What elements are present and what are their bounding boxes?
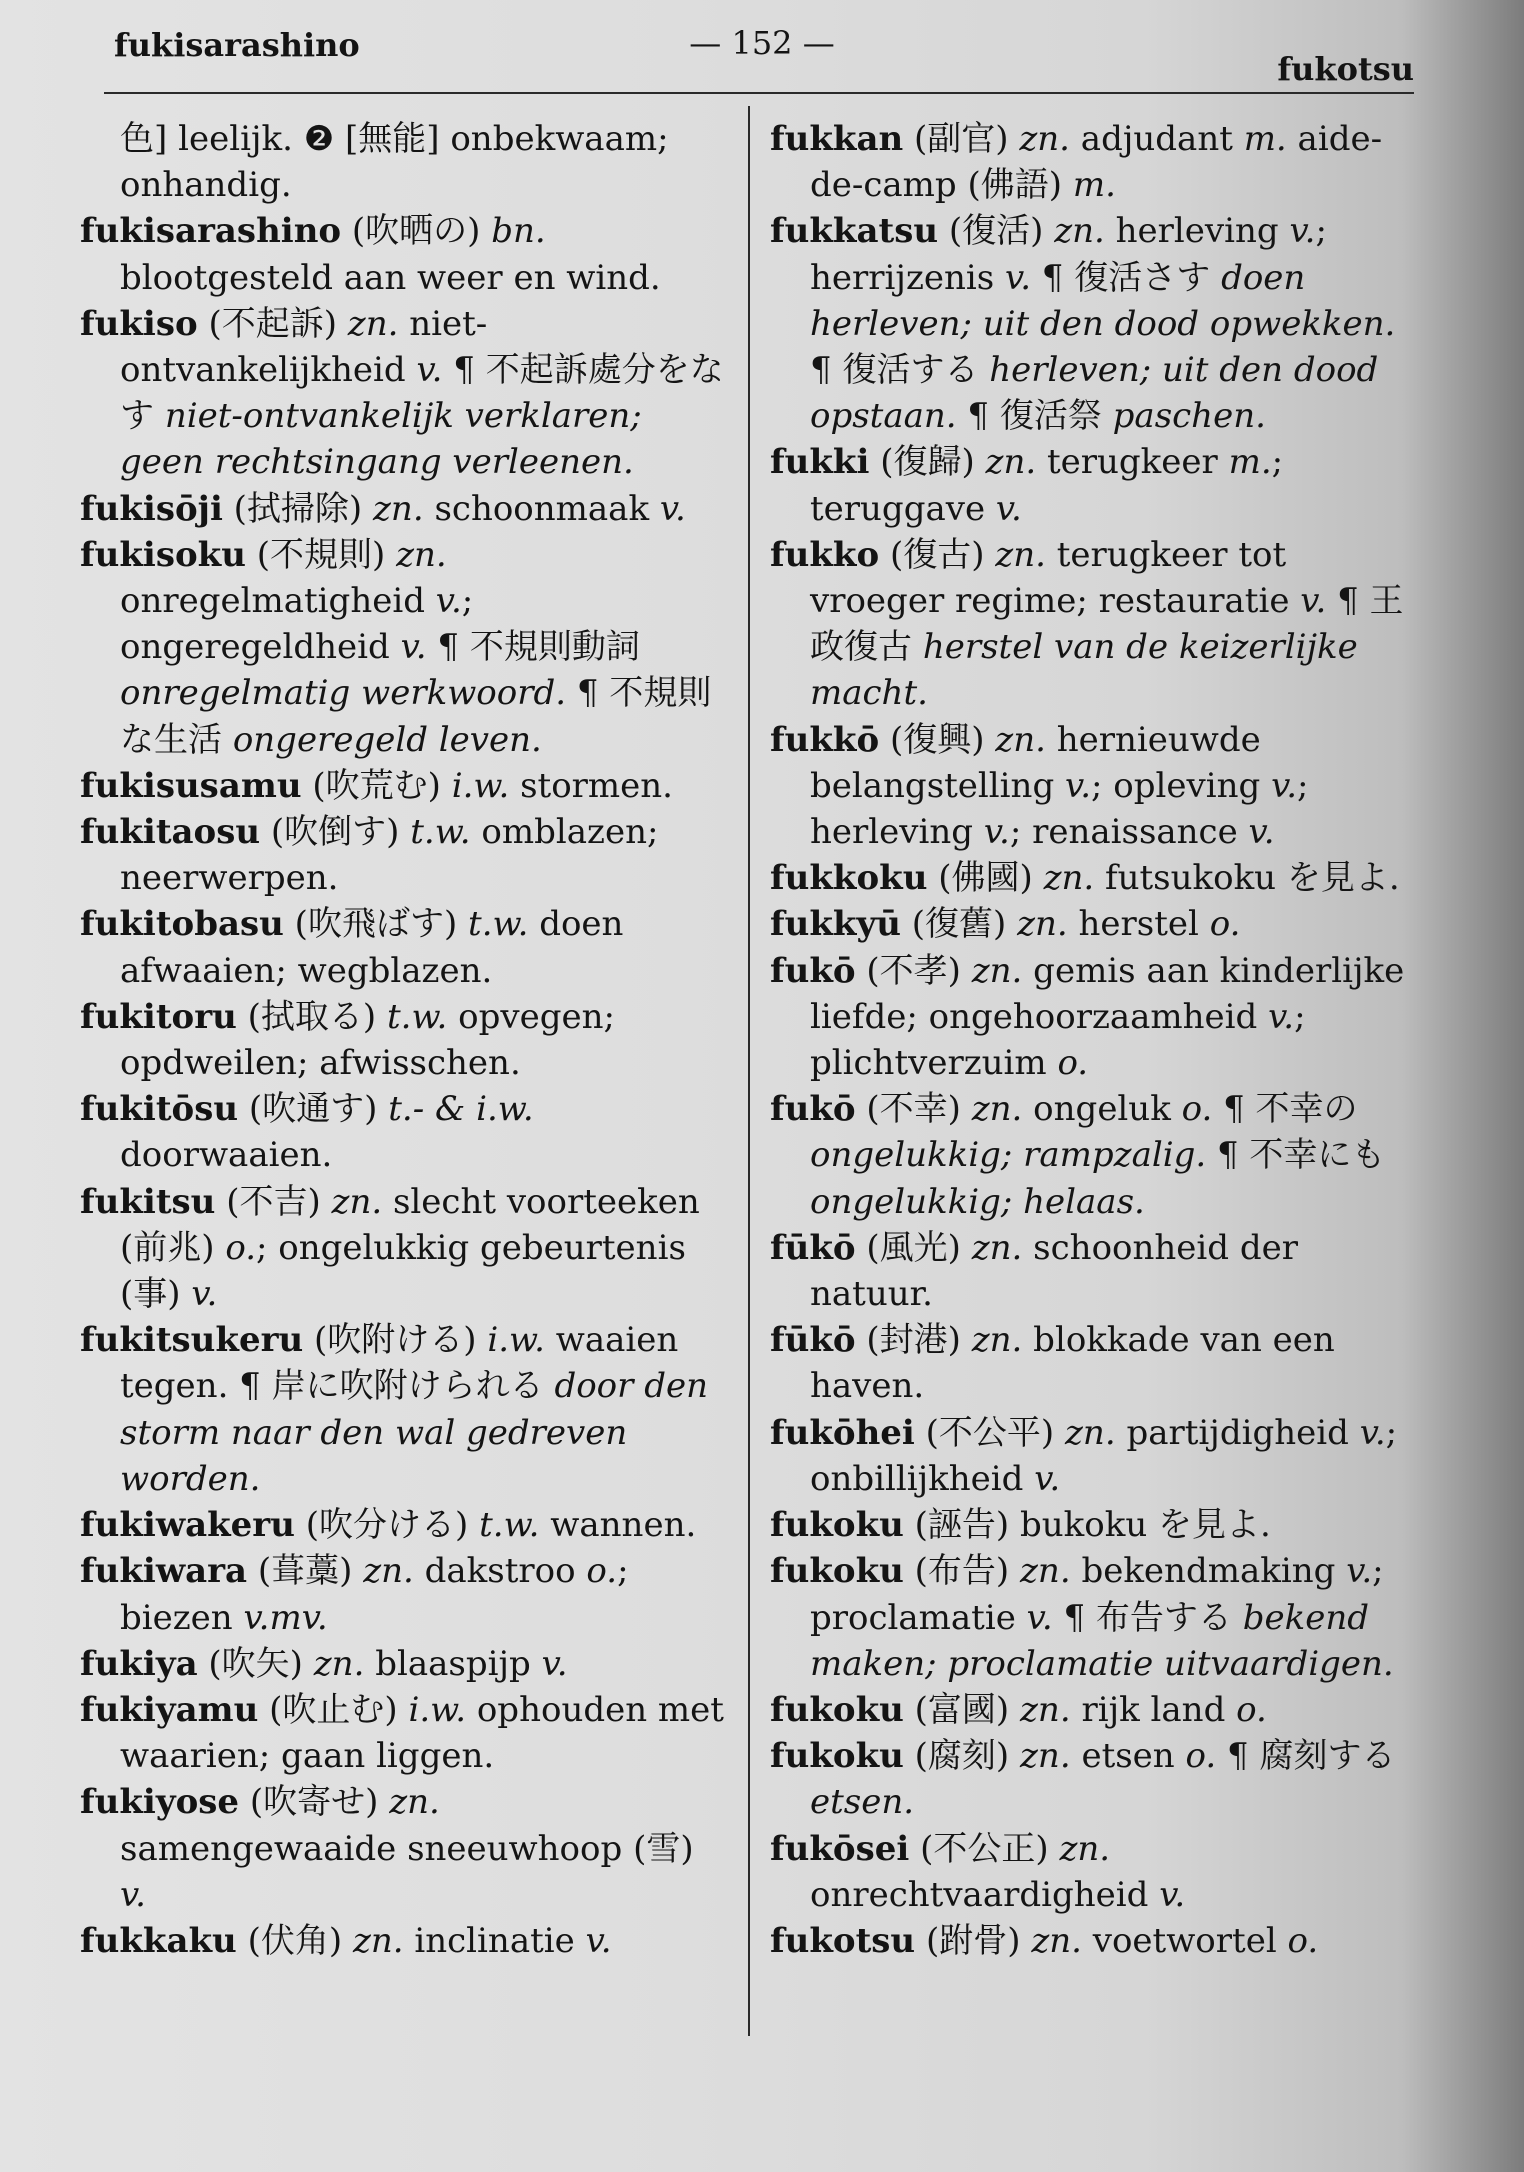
dictionary-entry (80, 763, 726, 809)
entry-text: ophouden met waarien; gaan liggen. (120, 1689, 724, 1777)
entry-text: (吹分ける) (294, 1505, 480, 1546)
gloss-italic: zn. (347, 303, 399, 344)
entry-text: (伏角) (236, 1920, 353, 1961)
gloss-italic: v. (400, 627, 427, 668)
entry-text: (吹止む) (258, 1689, 409, 1730)
gloss-italic: t.w. (387, 996, 448, 1037)
entry-text: stormen. (509, 765, 673, 806)
gloss-italic: o. (1236, 1689, 1267, 1730)
dictionary-entry (770, 1317, 1420, 1409)
gloss-italic: v. (1289, 211, 1316, 252)
entry-text: terugkeer (1036, 442, 1229, 483)
entry-text: waaien tegen. ¶ 岸に吹附けられる (120, 1320, 679, 1407)
gloss-italic: zn. (971, 1227, 1023, 1268)
entry-text: blokkade van een haven. (810, 1320, 1335, 1407)
entry-text: (復歸) (869, 442, 986, 483)
gloss-italic: zn. (1031, 1920, 1082, 1961)
entry-text: (復舊) (900, 904, 1018, 945)
gloss-italic: zn. (1020, 1551, 1071, 1592)
headword: fukkoku (770, 858, 928, 899)
gloss-italic: zn. (1054, 211, 1105, 252)
dictionary-entry (80, 901, 726, 993)
dictionary-entry (80, 994, 726, 1086)
gloss-italic: zn. (971, 950, 1023, 991)
entry-text: (復興) (879, 719, 996, 760)
entry-text: (復古) (879, 534, 996, 575)
entry-text: onbekwaam; onhandig. (120, 119, 669, 206)
entry-text: blootgesteld aan weer en wind. (120, 257, 661, 298)
entry-text: doorwaaien. (120, 1135, 333, 1176)
entry-text: bekendmaking (1070, 1551, 1347, 1592)
dictionary-entry (770, 901, 1420, 947)
gloss-italic: v. (995, 488, 1022, 529)
gloss-italic: i.w. (451, 765, 510, 806)
gloss-italic: zn. (1020, 1736, 1071, 1777)
gloss-italic: v. (1159, 1874, 1186, 1915)
entry-text: voetwortel (1081, 1920, 1288, 1961)
headword: fukō (770, 1089, 856, 1130)
entry-text: (復活) (938, 211, 1055, 252)
gloss-italic: v. (1271, 765, 1298, 806)
dictionary-entry (770, 1410, 1420, 1502)
entry-text: futsukoku を見よ. (1094, 858, 1400, 899)
entry-text: (拭取る) (236, 996, 387, 1037)
dictionary-entry (80, 1641, 726, 1687)
gloss-italic: zn. (352, 1920, 404, 1961)
gloss-italic: o. (586, 1551, 618, 1592)
dictionary-entry (770, 116, 1420, 208)
gloss-italic: v. (1248, 812, 1275, 853)
gloss-italic: i.w. (408, 1689, 467, 1730)
entry-text: (布告) (903, 1551, 1021, 1592)
dictionary-entry (770, 1733, 1420, 1825)
gloss-italic: doen herleven; uit den dood opwekken. (810, 257, 1396, 344)
headword: fukisoku (80, 534, 246, 575)
gloss-italic: m. (1228, 442, 1272, 483)
gloss-italic: v. (1005, 257, 1031, 298)
dictionary-entry (80, 1502, 726, 1548)
gloss-italic: zn. (971, 1320, 1023, 1361)
entry-text: (吹荒む) (301, 765, 452, 806)
headword: fukoku (770, 1551, 904, 1592)
dictionary-entry (80, 301, 726, 486)
dictionary-entry (80, 1317, 726, 1502)
entry-text: ¶ 不幸にも (1206, 1135, 1386, 1176)
gloss-italic: zn. (1020, 1689, 1071, 1730)
headword: fukkō (770, 719, 880, 760)
dictionary-entry (770, 1687, 1420, 1733)
entry-text: (佛國) (927, 858, 1044, 899)
gloss-italic: bekend maken; proclamatie uitvaardigen. (810, 1597, 1394, 1684)
gloss-italic: ongeregeld leven. (232, 719, 542, 760)
entry-text: (不孝) (855, 950, 972, 991)
gloss-italic: i.w. (487, 1320, 545, 1361)
entry-text: ¶ 復活祭 (956, 396, 1113, 437)
headword: fukiwara (80, 1551, 248, 1592)
gloss-italic: v. (983, 812, 1010, 853)
gloss-italic: zn. (985, 442, 1037, 483)
entry-text: (葺藁) (247, 1551, 364, 1592)
dictionary-entry (80, 532, 726, 763)
entry-text: ; plichtverzuim (810, 996, 1306, 1084)
gloss-italic: ongelukkig; helaas. (810, 1181, 1145, 1222)
gloss-italic: zn. (995, 719, 1046, 760)
gloss-italic: o. (1181, 1089, 1213, 1130)
gloss-italic: zn. (313, 1643, 365, 1684)
headword: fukiyose (80, 1782, 240, 1823)
headword: fukki (770, 442, 870, 483)
headword: fūkō (770, 1320, 856, 1361)
running-head-left: fukisarashino (114, 26, 360, 64)
headword: fukkan (770, 119, 904, 159)
headword: fukisusamu (80, 765, 302, 806)
headword: fukiwakeru (80, 1505, 295, 1546)
entry-text: ; biezen (120, 1551, 629, 1638)
dictionary-entry (80, 1548, 726, 1640)
headword: fukitobasu (80, 904, 284, 945)
entry-text: samengewaaide sneeuwhoop (雪) (120, 1828, 694, 1869)
gloss-italic: v. (1065, 765, 1092, 806)
gloss-italic: o. (225, 1227, 257, 1268)
dictionary-entry (770, 208, 1420, 439)
entry-text: (不起訴) (197, 303, 348, 344)
gloss-italic: zn. (363, 1551, 414, 1592)
entry-text: niet-ontvankelijkheid (120, 303, 488, 391)
gloss-italic: v. (1346, 1551, 1373, 1592)
dictionary-entry (770, 1548, 1420, 1687)
headword: fukiso (80, 303, 198, 344)
gloss-italic: herleven; uit den dood opstaan. (810, 350, 1379, 437)
headword: fukko (770, 534, 880, 575)
entry-text: ongeluk (1022, 1089, 1182, 1130)
entry-text: ; onbillijkheid (810, 1412, 1398, 1499)
entry-text: ; renaissance (1009, 812, 1249, 853)
dictionary-entry (770, 717, 1420, 856)
entry-text: ; ongeregeldheid (120, 581, 474, 668)
gloss-italic: o. (1057, 1043, 1089, 1084)
entry-text: blaaspijp (364, 1643, 542, 1684)
running-head-right: fukotsu (1277, 50, 1414, 88)
gloss-italic: v. (1300, 581, 1327, 622)
entry-text: slecht voorteeken (前兆) (120, 1181, 700, 1268)
left-column (80, 116, 726, 1964)
dictionary-entry (80, 1687, 726, 1779)
gloss-italic: v. (435, 581, 462, 622)
headword: fukkaku (80, 1920, 237, 1961)
entry-text: ❷ [無能] (303, 119, 440, 159)
entry-text: (誣告) bukoku を見よ. (903, 1505, 1271, 1546)
headword: fukkyū (770, 904, 901, 945)
entry-text: gemis aan kinderlijke liefde; ongehoorzaamheid (810, 950, 1405, 1037)
dictionary-entry (770, 1086, 1420, 1225)
gloss-italic: v. (191, 1274, 218, 1315)
entry-text: ; herrijzenis (810, 211, 1327, 298)
dictionary-entry (80, 208, 726, 300)
headword: fukō (770, 950, 856, 991)
dictionary-entry (770, 1225, 1420, 1317)
entry-text: (不吉) (215, 1181, 332, 1222)
entry-text: ; opleving (1091, 765, 1272, 806)
gloss-italic: niet-ontvankelijk verklaren; geen rechtsingang verleenen. (120, 396, 642, 483)
gloss-italic: paschen. (1112, 396, 1266, 437)
gloss-italic: m. (1243, 119, 1287, 159)
entry-text: terugkeer tot vroeger regime; restauratie (810, 534, 1301, 622)
entry-text: (腐刻) (903, 1736, 1021, 1777)
dictionary-entry (770, 1826, 1420, 1918)
page-number: — 152 — (689, 24, 835, 62)
headword: fukoku (770, 1689, 904, 1730)
gloss-italic: bn. (491, 211, 546, 252)
gloss-italic: zn. (1043, 858, 1095, 899)
gloss-italic: v. (120, 1874, 146, 1915)
headword: fukōsei (770, 1828, 910, 1869)
entry-text: ¶ 復活さす (1031, 257, 1222, 298)
entry-text: inclinatie (403, 1920, 586, 1961)
entry-text: ; herleving (810, 765, 1309, 853)
entry-text: (吹飛ばす) (283, 904, 469, 945)
dictionary-entry (80, 1779, 726, 1918)
entry-text: (不規則) (245, 534, 397, 575)
headword: fukisarashino (80, 211, 342, 252)
gloss-italic: door den storm naar den wal gedreven worden. (120, 1366, 708, 1499)
dictionary-entry (80, 486, 726, 532)
entry-text: partijdigheid (1115, 1412, 1360, 1453)
gloss-italic: v. (1268, 996, 1295, 1037)
headword: fukitaosu (80, 812, 261, 853)
gloss-italic: v. (416, 350, 443, 391)
gloss-italic: v.mv. (243, 1597, 328, 1638)
headword: fūkō (770, 1227, 856, 1268)
entry-text: aide-de-camp (佛語) (810, 119, 1383, 206)
entry-text: ¶ 復活する (810, 350, 990, 391)
headword: fukiya (80, 1643, 198, 1684)
entry-text: omblazen; neerwerpen. (120, 812, 659, 899)
gloss-italic: t.- & i.w. (388, 1089, 534, 1130)
entry-text: (封港) (855, 1320, 972, 1361)
headword: fukōhei (770, 1412, 915, 1453)
entry-text: 色] (120, 119, 168, 159)
entry-text: schoonmaak (423, 488, 660, 529)
gloss-italic: o. (1209, 904, 1241, 945)
dictionary-entry (80, 1918, 726, 1964)
gloss-italic: v. (1359, 1412, 1386, 1453)
entry-text: ¶ 不幸の (1212, 1089, 1358, 1130)
entry-text: adjudant (1070, 119, 1244, 159)
dictionary-entry (770, 948, 1420, 1087)
gloss-italic: zn. (1065, 1412, 1116, 1453)
entry-text: (吹倒す) (260, 812, 411, 853)
entry-continuation (80, 116, 726, 208)
entry-text: (吹附ける) (303, 1320, 488, 1361)
entry-text: ¶ 腐刻する (1216, 1736, 1396, 1777)
gloss-italic: zn. (1017, 904, 1068, 945)
headword: fukitsu (80, 1181, 216, 1222)
entry-text: (風光) (855, 1227, 972, 1268)
gloss-italic: zn. (971, 1089, 1023, 1130)
gloss-italic: zn. (389, 1782, 440, 1823)
headword: fukisōji (80, 488, 223, 529)
entry-text: wannen. (539, 1505, 697, 1546)
entry-text: onregelmatigheid (120, 581, 436, 622)
entry-text: ¶ 王政復古 (810, 581, 1404, 668)
gloss-italic: v. (585, 1920, 612, 1961)
headword: fukitōsu (80, 1089, 239, 1130)
entry-text: dakstroo (413, 1551, 587, 1592)
gloss-italic: zn. (1019, 119, 1070, 159)
dictionary-entry (770, 439, 1420, 531)
entry-text: herstel (1067, 904, 1210, 945)
entry-text: doen afwaaien; wegblazen. (120, 904, 624, 991)
entry-text: (拭掃除) (222, 488, 374, 529)
dictionary-entry (770, 532, 1420, 717)
headword: fukkatsu (770, 211, 939, 252)
gloss-italic: v. (541, 1643, 568, 1684)
entry-text: (跗骨) (915, 1920, 1032, 1961)
gloss-italic: t.w. (479, 1505, 540, 1546)
dictionary-entry (80, 1179, 726, 1318)
headword: fukitoru (80, 996, 237, 1037)
headword: fukoku (770, 1505, 904, 1546)
entry-text: opvegen; opdweilen; afwisschen. (120, 996, 615, 1084)
entry-text: onrechtvaardigheid (810, 1874, 1160, 1915)
dictionary-entry (80, 809, 726, 901)
gloss-italic: t.w. (410, 812, 471, 853)
headword: fukitsukeru (80, 1320, 304, 1361)
headword: fukotsu (770, 1920, 916, 1961)
entry-text: schoonheid der natuur. (810, 1227, 1299, 1315)
gloss-italic: o. (1185, 1736, 1217, 1777)
entry-text: etsen (1070, 1736, 1186, 1777)
gloss-italic: v. (1034, 1458, 1061, 1499)
entry-text: ¶ 布告する (1052, 1597, 1243, 1638)
column-divider (748, 106, 750, 2036)
entry-text: ¶ 不規則動詞 (426, 627, 640, 668)
gloss-italic: t.w. (468, 904, 529, 945)
entry-text: ; ongelukkig gebeurtenis (事) (120, 1227, 686, 1315)
gloss-italic: zn. (1059, 1828, 1111, 1869)
entry-text: (不公正) (909, 1828, 1060, 1869)
entry-text: ; teruggave (810, 442, 1284, 529)
header-rule (104, 92, 1414, 94)
dictionary-entry (770, 855, 1420, 901)
entry-text: (副官) (903, 119, 1020, 159)
gloss-italic: ongelukkig; rampzalig. (810, 1135, 1207, 1176)
headword: fukoku (770, 1736, 904, 1777)
gloss-italic: v. (1026, 1597, 1053, 1638)
gloss-italic: o. (1287, 1920, 1319, 1961)
dictionary-entry (770, 1502, 1420, 1548)
entry-text: (吹矢) (197, 1643, 314, 1684)
gloss-italic: etsen. (810, 1782, 915, 1823)
entry-text: rijk land (1070, 1689, 1237, 1730)
entry-text: ; proclamatie (810, 1551, 1384, 1638)
gloss-italic: zn. (995, 534, 1046, 575)
entry-text: (不公平) (914, 1412, 1066, 1453)
entry-text: hernieuwde belangstelling (810, 719, 1261, 806)
entry-text: ¶ 不規則な生活 (120, 673, 712, 760)
gloss-italic: herstel van de keizerlijke macht. (810, 627, 1358, 714)
gloss-italic: onregelmatig werkwoord. (120, 673, 567, 714)
dictionary-entry (770, 1918, 1420, 1964)
gloss-italic: v. (659, 488, 686, 529)
entry-text: (吹通す) (238, 1089, 389, 1130)
entry-text: (吹寄せ) (239, 1782, 390, 1823)
gloss-italic: zn. (396, 534, 447, 575)
entry-text: (富國) (903, 1689, 1021, 1730)
headword: fukiyamu (80, 1689, 259, 1730)
entry-text: (不幸) (855, 1089, 972, 1130)
dictionary-entry (80, 1086, 726, 1178)
gloss-italic: m. (1072, 165, 1116, 206)
gloss-italic: zn. (373, 488, 424, 529)
entry-text: herleving (1104, 211, 1290, 252)
entry-text: ¶ 不起訴處分をなす (120, 350, 724, 437)
gloss-italic: zn. (331, 1181, 383, 1222)
right-column (770, 116, 1420, 1964)
entry-text: (吹晒の) (341, 211, 492, 252)
entry-text: leelijk. (167, 119, 304, 159)
